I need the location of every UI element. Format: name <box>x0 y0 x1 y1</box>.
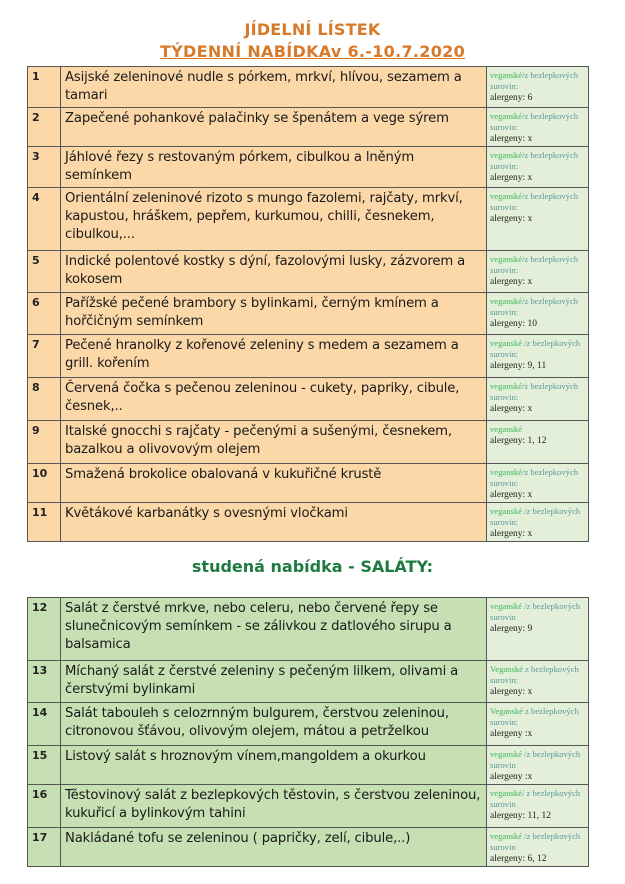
menu-item-row <box>28 598 589 661</box>
cold-menu-table <box>27 597 589 867</box>
allergens-label: alergeny: 10 <box>490 319 538 329</box>
item-diet-info <box>487 108 589 147</box>
item-number: 12 <box>28 598 61 661</box>
item-diet-info <box>487 785 589 828</box>
gluten-free-label: /z bezlepkových surovin <box>490 601 581 622</box>
item-description: Pečené hranolky z kořenové zeleniny s medem a sezamem a grill. kořením <box>61 335 487 378</box>
allergens-label: alergeny: 9 <box>490 624 533 634</box>
gluten-free-label: z bezlepkových surovin: <box>490 664 579 685</box>
item-description: Míchaný salát z čerstvé zeleniny s pečeným lilkem, olivami a čerstvými bylinkami <box>61 661 487 703</box>
gluten-free-label: /z bezlepkových surovin <box>490 749 581 770</box>
item-description: Pařížské pečené brambory s bylinkami, černým kmínem a hořčičným semínkem <box>61 293 487 335</box>
vegan-label: veganské <box>490 788 522 798</box>
vegan-label: veganské <box>490 70 522 80</box>
item-diet-info <box>487 746 589 785</box>
allergens-label: alergeny: 1, 12 <box>490 436 547 446</box>
item-number: 8 <box>28 378 61 421</box>
item-description: Smažená brokolice obalovaná v kukuřičné krustě <box>61 464 487 503</box>
gluten-free-label: /z bezlepkových surovin <box>490 831 581 852</box>
vegan-label: Veganské <box>490 664 523 674</box>
item-diet-info <box>487 188 589 251</box>
menu-item-row <box>28 828 589 867</box>
item-number: 9 <box>28 421 61 464</box>
allergens-label: alergeny: x <box>490 214 533 224</box>
item-number: 5 <box>28 251 61 293</box>
vegan-label: veganské <box>490 296 522 306</box>
menu-item-row <box>28 108 589 147</box>
vegan-label: veganské <box>490 601 522 611</box>
item-description: Asijské zeleninové nudle s pórkem, mrkví, hlívou, sezamem a tamari <box>61 67 487 108</box>
menu-item-row <box>28 464 589 503</box>
allergens-label: alergeny: x <box>490 134 533 144</box>
menu-item-row <box>28 335 589 378</box>
item-diet-info <box>487 703 589 746</box>
item-number: 14 <box>28 703 61 746</box>
gluten-free-label: /z bezlepkových surovin: <box>490 381 579 402</box>
cold-section-title: studená nabídka - SALÁTY: <box>191 557 434 576</box>
item-number: 2 <box>28 108 61 147</box>
menu-item-row <box>28 421 589 464</box>
allergens-label: alergeny: x <box>490 529 533 539</box>
allergens-label: alergeny :x <box>490 729 533 739</box>
menu-item-row <box>28 188 589 251</box>
menu-item-row <box>28 67 589 108</box>
vegan-label: veganské <box>490 111 522 121</box>
gluten-free-label: /z bezlepkových surovin: <box>490 111 579 132</box>
menu-item-row <box>28 661 589 703</box>
vegan-label: veganské <box>490 424 522 434</box>
menu-item-row <box>28 503 589 542</box>
menu-item-row <box>28 703 589 746</box>
page-title: JÍDELNÍ LÍSTEK <box>244 20 381 39</box>
item-number: 13 <box>28 661 61 703</box>
vegan-label: veganské <box>490 338 522 348</box>
gluten-free-label: z bezlepkových surovin: <box>490 706 579 727</box>
menu-item-row <box>28 378 589 421</box>
vegan-label: veganské <box>490 191 522 201</box>
item-number: 16 <box>28 785 61 828</box>
vegan-label: veganské <box>490 506 522 516</box>
item-description: Orientální zeleninové rizoto s mungo fazolemi, rajčaty, mrkví, kapustou, hráškem, pepřem, kurkumou, chilli, česnekem, cibulkou,... <box>61 188 487 251</box>
item-number: 1 <box>28 67 61 108</box>
item-description: Nakládané tofu se zeleninou ( papričky, zelí, cibule,..) <box>61 828 487 867</box>
vegan-label: veganské <box>490 381 522 391</box>
vegan-label: veganské <box>490 467 522 477</box>
item-diet-info <box>487 378 589 421</box>
item-description: Listový salát s hroznovým vínem,mangoldem a okurkou <box>61 746 487 785</box>
gluten-free-label: / z bezlepkových surovin <box>490 788 581 809</box>
vegan-label: veganské <box>490 150 522 160</box>
item-number: 4 <box>28 188 61 251</box>
item-diet-info <box>487 293 589 335</box>
week-subtitle: TÝDENNÍ NABÍDKAv 6.-10.7.2020 <box>159 42 466 61</box>
allergens-label: alergeny: x <box>490 277 533 287</box>
menu-item-row <box>28 251 589 293</box>
allergens-label: alergeny: 9, 11 <box>490 361 547 371</box>
gluten-free-label: /z bezlepkových surovin: <box>490 338 581 359</box>
gluten-free-label: /z bezlepkových surovin: <box>490 150 579 171</box>
item-number: 11 <box>28 503 61 542</box>
item-diet-info <box>487 464 589 503</box>
menu-item-row <box>28 746 589 785</box>
gluten-free-label: /z bezlepkových surovin: <box>490 506 581 527</box>
gluten-free-label: /z bezlepkových surovin: <box>490 191 579 212</box>
item-diet-info <box>487 598 589 661</box>
item-description: Květákové karbanátky s ovesnými vločkami <box>61 503 487 542</box>
item-description: Indické polentové kostky s dýní, fazolovými lusky, zázvorem a kokosem <box>61 251 487 293</box>
allergens-label: alergeny: x <box>490 173 533 183</box>
allergens-label: alergeny :x <box>490 772 533 782</box>
gluten-free-label: /z bezlepkových surovin: <box>490 70 579 91</box>
allergens-label: alergeny: 6, 12 <box>490 854 547 864</box>
item-number: 6 <box>28 293 61 335</box>
item-diet-info <box>487 335 589 378</box>
item-number: 17 <box>28 828 61 867</box>
vegan-label: Veganské <box>490 706 523 716</box>
item-description: Italské gnocchi s rajčaty - pečenými a sušenými, česnekem, bazalkou a olivovovým olejem <box>61 421 487 464</box>
item-diet-info <box>487 147 589 188</box>
allergens-label: alergeny: 6 <box>490 93 533 103</box>
item-description: Salát z čerstvé mrkve, nebo celeru, nebo červené řepy se slunečnicovým semínkem - se zálivkou z datlového sirupu a balsamica <box>61 598 487 661</box>
item-diet-info <box>487 503 589 542</box>
item-description: Těstovinový salát z bezlepkových těstovin, s čerstvou zeleninou, kukuřicí a bylinkovým tahini <box>61 785 487 828</box>
item-number: 15 <box>28 746 61 785</box>
item-diet-info <box>487 828 589 867</box>
gluten-free-label: /z bezlepkových surovin: <box>490 467 579 488</box>
item-description: Zapečené pohankové palačinky se špenátem a vege sýrem <box>61 108 487 147</box>
allergens-label: alergeny: 11, 12 <box>490 811 551 821</box>
vegan-label: veganské <box>490 749 522 759</box>
item-description: Červená čočka s pečenou zeleninou - cukety, papriky, cibule, česnek,.. <box>61 378 487 421</box>
gluten-free-label: /z bezlepkových surovin: <box>490 254 579 275</box>
allergens-label: alergeny: x <box>490 687 533 697</box>
item-diet-info <box>487 251 589 293</box>
item-diet-info <box>487 661 589 703</box>
allergens-label: alergeny: x <box>490 404 533 414</box>
item-diet-info <box>487 421 589 464</box>
vegan-label: veganské <box>490 254 522 264</box>
menu-item-row <box>28 785 589 828</box>
item-description: Jáhlové řezy s restovaným pórkem, cibulkou a lněným semínkem <box>61 147 487 188</box>
allergens-label: alergeny: x <box>490 490 533 500</box>
item-number: 3 <box>28 147 61 188</box>
menu-item-row <box>28 293 589 335</box>
item-number: 10 <box>28 464 61 503</box>
hot-menu-table <box>27 66 589 542</box>
item-number: 7 <box>28 335 61 378</box>
gluten-free-label: /z bezlepkových surovin: <box>490 296 579 317</box>
item-description: Salát tabouleh s celozrnným bulgurem, čerstvou zeleninou, citronovou šťávou, olivovým olejem, mátou a petrželkou <box>61 703 487 746</box>
menu-item-row <box>28 147 589 188</box>
vegan-label: veganské <box>490 831 522 841</box>
item-diet-info <box>487 67 589 108</box>
